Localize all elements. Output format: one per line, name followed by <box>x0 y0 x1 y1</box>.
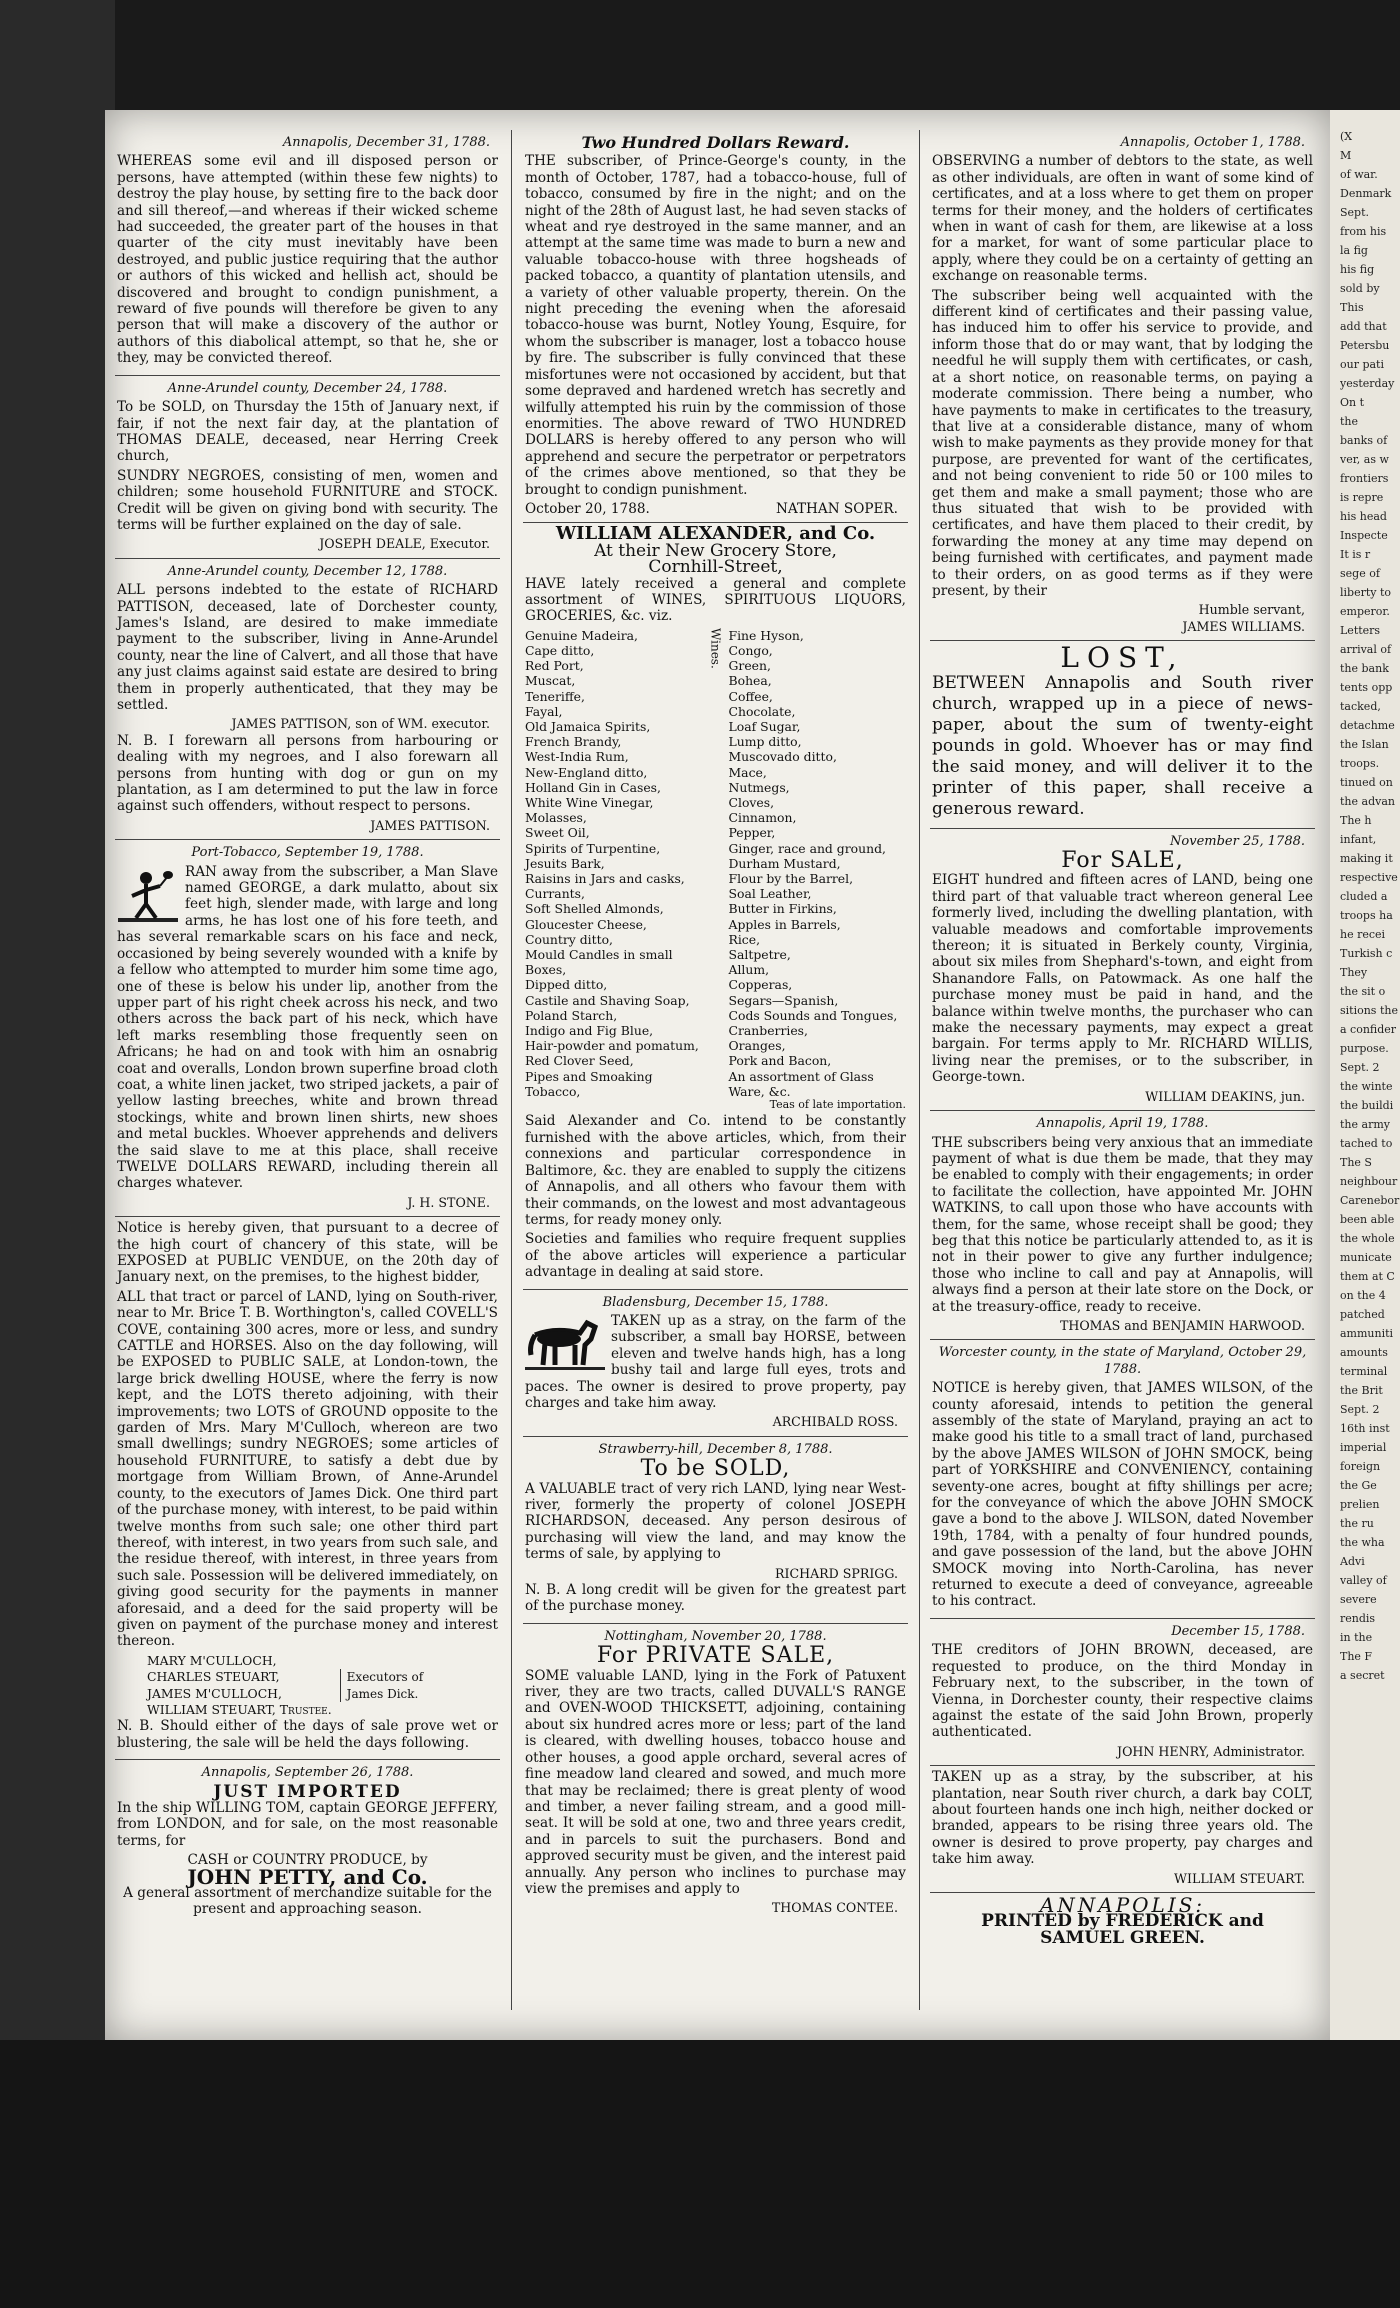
facing-page-fragment: the advan <box>1340 795 1395 808</box>
ad-body: THE subscriber, of Prince-George's county, in the month of October, 1787, had a tobacco-house, full of tobacco, consumed by fire in the night; and on the night of the 28th of August last, he had seven stacks of wheat and rye destroyed in the same manner, and an attempt at the same time was made to burn a new and valuable tobacco-house with three hogsheads of packed tobacco, a quantity of plantation utensils, and a variety of other valuable property, therein. On the night preceding the evening when the aforesaid tobacco-house was burnt, Notley Young, Esquire, for whom the subscriber is manager, lost a tobacco house by fire. The subscriber is fully convinced that these misfortunes were not occasioned by accident, but that some depraved and hardened wretch has secretly and wilfully attempted his ruin by the commission of those enormities. The above reward of TWO HUNDRED DOLLARS is hereby offered to any person who will apprehend and secure the perpetrator or perpetrators of the crimes above mentioned, so that they be brought to condign punishment. <box>525 153 906 498</box>
goods-item: Fine Hyson, <box>728 627 804 643</box>
ad-subtitle: At their New Grocery Store, <box>594 540 837 561</box>
ad-closing: Humble servant, <box>1198 602 1305 618</box>
facing-page-fragment: M <box>1340 149 1352 162</box>
ad-signature: THOMAS CONTEE. <box>771 1900 898 1916</box>
ad-title: JUST IMPORTED <box>213 1781 402 1802</box>
ad-body: Societies and families who require frequent supplies of the above articles will experience a particular advantage in dealing at said store. <box>525 1231 906 1281</box>
facing-page-fragment: 16th inst <box>1340 1422 1390 1435</box>
goods-item: Cranberries, <box>728 1023 808 1039</box>
ad-date: October 20, 1788. <box>525 500 650 517</box>
ad-stray-colt <box>930 1766 1315 1893</box>
ad-signature: RICHARD SPRIGG. <box>775 1565 898 1581</box>
facing-page-fragment: patched <box>1340 1308 1385 1321</box>
goods-item: Mace, <box>728 764 767 780</box>
goods-item: Rice, <box>728 931 761 947</box>
ad-body: EIGHT hundred and fifteen acres of LAND, being one third part of that valuable tract whereon general Lee formerly lived, including the dwelling plantation, with valuable meadows and comfortable improvements thereon; it is situated in Berkely county, Virginia, about six miles from Shephard's-town, and eight from Shanandore Falls, on Patowmack. As one half the purchase money must be paid in hand, and the balance within twelve months, the purchaser who can make the necessary payments, may expect a great bargain. For terms apply to Mr. RICHARD WILLIS, living near the premises, or to the subscriber, in George-town. <box>932 872 1313 1086</box>
facing-page-fragment: This <box>1340 301 1364 314</box>
facing-page-fragment: the wha <box>1340 1536 1385 1549</box>
goods-item: Indigo and Fig Blue, <box>525 1023 654 1039</box>
ad-dateline: Nottingham, November 20, 1788. <box>604 1628 827 1644</box>
facing-page-fragment: neighbour <box>1340 1175 1398 1188</box>
ad-signature: JAMES WILLIAMS. <box>1182 618 1305 634</box>
facing-page-fragment: Petersbu <box>1340 339 1390 352</box>
goods-item: Bohea, <box>728 673 772 689</box>
ad-footer <box>525 501 906 517</box>
goods-item: Green, <box>728 658 771 674</box>
facing-page-fragment: prelien <box>1340 1498 1380 1511</box>
facing-page-fragment: his fig <box>1340 263 1375 276</box>
facing-page-fragment: It is r <box>1340 548 1371 561</box>
goods-item: Copperas, <box>728 977 793 993</box>
facing-page-fragment: rendis <box>1340 1612 1376 1625</box>
facing-page-fragment: la fig <box>1340 244 1368 257</box>
ad-title: Two Hundred Dollars Reward. <box>581 133 850 152</box>
ad-signature: JOHN HENRY, Administrator. <box>1117 1743 1305 1759</box>
facing-page-fragment: tached to <box>1340 1137 1393 1150</box>
ad-body: In the ship WILLING TOM, captain GEORGE JEFFERY, from LONDON, and for sale, on the most reasonable terms, for <box>117 1800 498 1849</box>
goods-item: Soft Shelled Almonds, <box>525 901 664 917</box>
facing-page-fragment: been able <box>1340 1213 1395 1226</box>
ad-deakins-land <box>930 829 1315 1112</box>
goods-item: Sweet Oil, <box>525 825 590 841</box>
facing-page-fragment: Inspecte <box>1340 529 1388 542</box>
ad-signature: JOSEPH DEALE, Executor. <box>319 536 490 552</box>
facing-page-fragment: tinued on <box>1340 776 1393 789</box>
goods-item: Ginger, race and ground, <box>728 840 886 856</box>
executors-note: Executors of James Dick. <box>340 1669 437 1702</box>
ad-runaway-george <box>115 840 500 1217</box>
ad-soper-reward <box>523 130 908 523</box>
ad-wilson-petition <box>930 1340 1315 1619</box>
ad-signature: WILLIAM DEAKINS, jun. <box>1145 1088 1305 1104</box>
ad-body: TAKEN up as a stray, on the farm of the subscriber, a small bay HORSE, between eleven and twelve hands high, has a long bushy tail and large full eyes, trots and paces. The owner is desired to prove property, pay charges and take him away. <box>525 1312 906 1411</box>
goods-item: Red Clover Seed, <box>525 1053 634 1069</box>
column-2 <box>523 130 908 2020</box>
goods-item: Country ditto, <box>525 931 613 947</box>
facing-page-fragment: the bank <box>1340 662 1389 675</box>
column-rule <box>919 130 920 2010</box>
ad-subtitle: Cornhill-Street, <box>648 557 783 578</box>
facing-page-fragment: municate <box>1340 1251 1392 1264</box>
facing-page-fragment: is repre <box>1340 491 1384 504</box>
ad-title: WILLIAM ALEXANDER, and Co. <box>555 523 876 545</box>
executor-name: MARY M'CULLOCH, <box>147 1652 277 1668</box>
ad-dateline: Strawberry-hill, December 8, 1788. <box>598 1441 833 1457</box>
ad-signature: THOMAS and BENJAMIN HARWOOD. <box>1059 1317 1305 1333</box>
ad-cash-line: CASH or COUNTRY PRODUCE, by <box>187 1852 428 1869</box>
imprint-line: PRINTED by FREDERICK and <box>981 1911 1264 1932</box>
goods-item: Chocolate, <box>728 703 796 719</box>
newspaper-page <box>105 110 1330 2040</box>
goods-item: Saltpetre, <box>728 947 791 963</box>
executor-name: CHARLES STEUART, <box>147 1669 280 1685</box>
ad-dateline: Worcester county, in the state of Maryland, October 29, 1788. <box>938 1345 1307 1377</box>
facing-page-fragment: the winte <box>1340 1080 1393 1093</box>
ad-signature: ARCHIBALD ROSS. <box>772 1414 898 1430</box>
facing-page-fragment: Carenebor <box>1340 1194 1400 1207</box>
ad-tail: A general assortment of merchandize suitable for the present and approaching season. <box>123 1885 492 1918</box>
facing-page-fragment: (X <box>1340 130 1353 143</box>
goods-item: Allum, <box>728 962 770 978</box>
teas-label: Teas of late importation. <box>769 1098 906 1112</box>
facing-page-fragment: The S <box>1340 1156 1372 1169</box>
goods-item: Loaf Sugar, <box>728 719 801 734</box>
facing-page-fragment: The h <box>1340 814 1372 827</box>
horse-icon <box>525 1315 605 1373</box>
goods-item: Muscat, <box>525 673 576 689</box>
facing-page-fragment: sold by <box>1340 282 1380 295</box>
executor-name: JAMES M'CULLOCH, <box>147 1685 282 1701</box>
ad-body: TAKEN up as a stray, by the subscriber, at his plantation, near South river church, a dark bay COLT, about fourteen hands one inch high, neither docked or branded, appears to be rising three years old. The owner is desired to prove property, pay charges and take him away. <box>932 1769 1313 1868</box>
facing-page-fragment: troops ha <box>1340 909 1393 922</box>
ad-dateline: Port-Tobacco, September 19, 1788. <box>191 845 424 861</box>
facing-page-fragment: infant, <box>1340 833 1377 846</box>
ad-certificates <box>930 130 1315 641</box>
goods-item: Poland Starch, <box>525 1007 618 1023</box>
imprint-city: ANNAPOLIS: <box>1039 1892 1206 1917</box>
ad-title: For PRIVATE SALE, <box>596 1643 835 1669</box>
goods-item: Currants, <box>525 886 585 902</box>
facing-page-fragment: The F <box>1340 1650 1373 1663</box>
facing-page-fragment: On t <box>1340 396 1365 409</box>
wines-label: Wines. <box>708 627 723 669</box>
ad-title: To be SOLD, <box>640 1456 791 1482</box>
goods-item: Pork and Bacon, <box>728 1053 832 1069</box>
goods-item: Genuine Madeira, <box>525 627 638 643</box>
binding-gutter <box>0 0 115 2308</box>
goods-item: Molasses, <box>525 810 587 826</box>
facing-page-fragment: the whole <box>1340 1232 1395 1245</box>
facing-page-fragment: Advi <box>1340 1555 1365 1568</box>
column-1 <box>115 130 500 2020</box>
facing-page-fragment: his head <box>1340 510 1387 523</box>
facing-page-fragment: amounts <box>1340 1346 1388 1359</box>
ad-signature: JAMES PATTISON, son of WM. executor. <box>231 716 490 732</box>
ad-playhouse-reward <box>115 130 500 376</box>
goods-item: Old Jamaica Spirits, <box>525 719 651 734</box>
ad-dateline: Annapolis, September 26, 1788. <box>201 1765 414 1781</box>
facing-page-fragment: the ru <box>1340 1517 1374 1530</box>
goods-item: Holland Gin in Cases, <box>525 779 661 795</box>
ad-dateline: November 25, 1788. <box>1170 833 1305 849</box>
facing-page-fragment: from his <box>1340 225 1387 238</box>
ad-intro: HAVE lately received a general and complete assortment of WINES, SPIRITUOUS LIQUORS, GROCERIES, &c. viz. <box>525 575 906 625</box>
goods-item: West-India Rum, <box>525 749 629 765</box>
ad-body: THE subscribers being very anxious that an immediate payment of what is due them be made, that they may be enabled to comply with their engagements; in order to facilitate the collection, have appointed Mr. JOHN WATKINS, to call upon those who have accounts with them, for the same, whose receipt shall be good; they beg that this notice be particularly attended to, as it is not in their power to give any further indulgence; those who incline to call and pay at Annapolis, will always find a person at their late store on the Dock, or at the treasury-office, ready to receive. <box>932 1134 1313 1315</box>
facing-page-fragment: Letters <box>1340 624 1381 637</box>
ad-title: For SALE, <box>1061 848 1184 873</box>
goods-item: Dipped ditto, <box>525 977 608 993</box>
goods-right-column <box>729 628 907 1099</box>
ad-john-petty <box>115 1760 500 1924</box>
goods-left-column <box>525 628 703 1099</box>
ad-body: OBSERVING a number of debtors to the state, as well as other individuals, are often in want of some kind of certificates, and at a loss where to get them on proper terms for their money, and the holders of certificates when in want of cash for them, are likewise at a loss for a market, for want of some particular place to apply, where they could be on a certainty of getting an exchange on reasonable terms. <box>932 153 1313 285</box>
goods-item: Butter in Firkins, <box>728 901 837 917</box>
facing-page-fragment: valley of <box>1340 1574 1387 1587</box>
executor-name: WILLIAM STEUART, Trustee. <box>147 1701 332 1717</box>
goods-item: Pipes and Smoaking Tobacco, <box>525 1068 653 1099</box>
ad-body: SOME valuable LAND, lying in the Fork of Patuxent river, they are two tracts, called DUVALL'S RANGE and OVEN-WOOD THICKSETT, adjoining, containing about six hundred acres more or less; part of the land is cleared, with dwelling houses, tobacco house and other houses, a good apple orchard, several acres of fine meadow land cleared and sowed, and much more that may be reclaimed; there is great plenty of wood and timber, a never failing stream, and a good mill-seat. It will be sold at one, two and three years credit, and in parcels to suit the purchasers. Bond and approved security must be given, and the interest paid annually. Any person who inclines to purchase may view the premises and apply to <box>525 1667 906 1897</box>
facing-page-fragment: add that <box>1340 320 1387 333</box>
facing-page-fragment: tacked, <box>1340 700 1381 713</box>
facing-page-fragment: in the <box>1340 1631 1373 1644</box>
ad-public-vendue <box>115 1217 500 1760</box>
ad-harwood-notice <box>930 1111 1315 1340</box>
ad-body: ALL persons indebted to the estate of RICHARD PATTISON, deceased, late of Dorchester county, James's Island, are desired to make immediate payment to the subscriber, living in Anne-Arundel county, near the line of Calvert, and all those that have any just claims against said estate are desired to bring them in properly authenticated, that they may be settled. <box>117 582 498 713</box>
ad-signature: WILLIAM STEUART. <box>1174 1870 1305 1886</box>
executors-block <box>117 1653 498 1719</box>
ad-body: ALL that tract or parcel of LAND, lying on South-river, near to Mr. Brice T. B. Worthington's, called COVELL'S COVE, containing 300 acres, more or less, and sundry CATTLE and HORSES. Also on the day following, will be EXPOSED to PUBLIC SALE, at London-town, the large brick dwelling HOUSE, where the ferry is now kept, and the LOTS thereto adjoining, with their improvements; two LOTS of GROUND opposite to the garden of Mrs. Mary M'Culloch, whereon are two small dwellings; sundry NEGROES; some articles of household FURNITURE, to satisfy a debt due by mortgage from William Brown, of Anne-Arundel county, to the executors of James Dick. One third part of the purchase money, with interest, to be paid within twelve months from such sale; one other third part thereof, with interest, in two years from such sale, and the residue thereof, with interest, in three years from such sale. Possession will be delivered immediately, on giving good security for the payments in manner aforesaid, and a deed for the said property will be given on payment of the purchase money and interest thereon. <box>117 1288 498 1650</box>
goods-item: Muscovado ditto, <box>728 749 837 765</box>
ad-dateline: Annapolis, April 19, 1788. <box>1036 1116 1209 1132</box>
goods-item: Cloves, <box>728 795 775 811</box>
facing-page-fragment: severe <box>1340 1593 1377 1606</box>
ad-dateline: Annapolis, December 31, 1788. <box>282 135 490 150</box>
goods-item: Teneriffe, <box>525 688 585 704</box>
facing-page-fragment: the army <box>1340 1118 1390 1131</box>
facing-page-fragment: making it <box>1340 852 1393 865</box>
printer-imprint <box>930 1893 1315 1950</box>
ad-body: NOTICE is hereby given, that JAMES WILSON, of the county aforesaid, intends to petition the general assembly of the state of Maryland, praying an act to make good his title to a small tract of land, purchased by the above JAMES WILSON of JOHN SMOCK, being part of YORKSHIRE and CONVENIENCY, containing seventy-one acres, bought at fifty shillings per acre; for the conveyance of which the above JOHN SMOCK gave a bond to the above J. WILSON, dated November 19th, 1784, with a penalty of four hundred pounds, and gave possession of the land, but the above JOHN SMOCK moving into North-Carolina, has never returned to execute a deed of conveyance, agreeable to his contract. <box>932 1380 1313 1610</box>
goods-item: Cods Sounds and Tongues, <box>728 1007 898 1023</box>
ad-body: WHEREAS some evil and ill disposed person or persons, have attempted (within these few nights) to destroy the play house, by setting fire to the back door and sill thereof,—and whereas if their wicked scheme had succeeded, the greater part of the houses in that quarter of the city must inevitably have been destroyed, and public justice requiring that the author or authors of this wicked and hellish act, should be discovered and brought to condign punishment, a reward of five pounds will therefore be given to any person that will make a discovery of the author or authors of this diabolical attempt, so that he, she or they, may be convicted thereof. <box>117 153 498 367</box>
facing-page-fragment: Sept. 2 <box>1340 1061 1380 1074</box>
goods-item: Mould Candles in small Boxes, <box>525 947 673 978</box>
goods-item: Castile and Shaving Soap, <box>525 992 690 1008</box>
goods-item: Spirits of Turpentine, <box>525 840 661 856</box>
facing-page-fragment: frontiers <box>1340 472 1389 485</box>
column-rule <box>511 130 512 2010</box>
goods-item: An assortment of Glass Ware, &c. <box>728 1068 874 1099</box>
ad-signature: NATHAN SOPER. <box>775 500 898 517</box>
facing-page-fragment: them at C <box>1340 1270 1395 1283</box>
facing-page-fragment: ammuniti <box>1340 1327 1394 1340</box>
goods-item: Hair-powder and pomatum, <box>525 1038 699 1054</box>
facing-page-fragment: yesterday <box>1340 377 1395 390</box>
facing-page-fragment: on the 4 <box>1340 1289 1386 1302</box>
facing-page-fragment: banks of <box>1340 434 1388 447</box>
runaway-figure-icon <box>117 866 179 926</box>
ad-title: LOST, <box>1060 641 1185 675</box>
ad-signature: JAMES PATTISON. <box>370 817 490 833</box>
facing-page-fragment: troops. <box>1340 757 1380 770</box>
ad-brown-creditors <box>930 1619 1315 1766</box>
facing-page-fragment: of war. <box>1340 168 1378 181</box>
facing-page-fragment: foreign <box>1340 1460 1381 1473</box>
ad-lead: To be SOLD, on Thursday the 15th of January next, if fair, if not the next fair day, at the plantation of THOMAS DEALE, deceased, near Herring Creek church, <box>117 399 498 465</box>
facing-page-fragment: They <box>1340 966 1368 979</box>
facing-page-fragment: the buildi <box>1340 1099 1394 1112</box>
ad-notice: Notice is hereby given, that pursuant to a decree of the high court of chancery of this state, will be EXPOSED at PUBLIC VENDUE, on the 20th day of January next, on the premises, to the highest bidder, <box>117 1220 498 1286</box>
facing-page-fragment: ver, as w <box>1340 453 1389 466</box>
facing-page-fragment: Sept. 2 <box>1340 1403 1380 1416</box>
scanner-background <box>0 2040 1400 2308</box>
ad-stray-horse <box>523 1290 908 1437</box>
column-3 <box>930 130 1315 2020</box>
ad-body: Said Alexander and Co. intend to be constantly furnished with the above articles, which, from their connexions and particular correspondence in Baltimore, &c. they are enabled to supply the citizens of Annapolis, and all others who favour them with their commands, on the lowest and most advantageous terms, for ready money only. <box>525 1113 906 1228</box>
ad-body: RAN away from the subscriber, a Man Slave named GEORGE, a dark mulatto, about six feet high, slender made, with large and long arms, he has lost one of his fore teeth, and has several remarkable scars on his face and neck, occasioned by being severely wounded with a knife by a fellow who attempted to murder him some time ago, one of these is below his under lip, another from the upper part of his right cheek across his neck, and two others across the back part of his neck, which have left marks resembling those frequently seen on Africans; he had on and took with him an osnabrig coat and overalls, London brown superfine broad cloth coat, a white linen jacket, two striped jackets, a pair of yellow lasting breeches, white and brown thread stockings, white and brown linen shirts, new shoes and metal buckles. Whoever apprehends and delivers the said slave to me at this place, shall receive TWELVE DOLLARS REWARD, including therein all charges whatever. <box>117 863 498 1192</box>
ad-body: BETWEEN Annapolis and South river church, wrapped up in a piece of news-paper, about the sum of twenty-eight pounds in gold. Whoever has or may find the said money, and will deliver it to the printer of this paper, shall receive a generous reward. <box>932 672 1313 819</box>
facing-page-text <box>1340 130 1400 2010</box>
ad-signature: J. H. STONE. <box>407 1194 490 1210</box>
ad-body: A VALUABLE tract of very rich LAND, lying near West-river, formerly the property of colonel JOSEPH RICHARDSON, deceased. Any person desirous of purchasing will view the land, and may know the terms of sale, by applying to <box>525 1480 906 1563</box>
facing-page-fragment: the <box>1340 415 1359 428</box>
ad-dateline: Annapolis, October 1, 1788. <box>1120 135 1305 150</box>
goods-list <box>525 628 906 1099</box>
facing-page-fragment: Denmark <box>1340 187 1392 200</box>
facing-page-fragment: tents opp <box>1340 681 1393 694</box>
ad-deale-sale <box>115 376 500 559</box>
ad-dateline: December 15, 1788. <box>1171 1623 1305 1639</box>
goods-item: Lump ditto, <box>728 734 802 750</box>
facing-page-fragment: purpose. <box>1340 1042 1389 1055</box>
facing-page-fragment: the Islan <box>1340 738 1389 751</box>
goods-item: Oranges, <box>728 1038 786 1054</box>
facing-page-fragment: arrival of <box>1340 643 1392 656</box>
goods-item: Cinnamon, <box>728 810 797 826</box>
executors-list <box>147 1653 332 1719</box>
goods-item: Segars—Spanish, <box>728 992 839 1008</box>
ad-nb: N. B. Should either of the days of sale prove wet or blustering, the sale will be held the days following. <box>117 1718 498 1751</box>
goods-item: Jesuits Bark, <box>525 855 605 871</box>
goods-item: Gloucester Cheese, <box>525 916 647 932</box>
ad-lost-money <box>930 641 1315 828</box>
goods-item: Pepper, <box>728 825 776 841</box>
facing-page-fragment: Sept. <box>1340 206 1370 219</box>
facing-page-fragment: a secret <box>1340 1669 1385 1682</box>
goods-item: White Wine Vinegar, <box>525 795 654 811</box>
goods-item: French Brandy, <box>525 734 622 750</box>
facing-page-fragment: the Ge <box>1340 1479 1377 1492</box>
facing-page-fragment: the sit o <box>1340 985 1386 998</box>
facing-page-fragment: terminal <box>1340 1365 1388 1378</box>
ad-body: The subscriber being well acquainted with the different kind of certificates and their passing value, has induced him to offer his service to provide, and inform those that do or may want, that by lodging the needful he will supply them with certificates, or cash, at a short notice, on reasonable terms, on paying a moderate commission. There being a number, who have payments to make in certificates to the treasury, that live at a considerable distance, many of whom wish to make payments as they provide money for that purpose, are prevented for want of the certificates, and not being convenient to ride 50 or 100 miles to get them and make a small payment; those who are thus situated that wish to be provided with certificates, and have them placed to their credit, by forwarding the money at any time may depend on being furnished with certificates, and payment made to their orders, on as good terms as if they were present, by their <box>932 287 1313 599</box>
goods-item: Cape ditto, <box>525 642 595 658</box>
goods-item: Soal Leather, <box>728 886 812 902</box>
goods-item: Flour by the Barrel, <box>728 871 854 887</box>
facing-page-fragment: sege of <box>1340 567 1380 580</box>
facing-page-fragment: respective <box>1340 871 1398 884</box>
goods-item: Fayal, <box>525 703 563 719</box>
facing-page-fragment: cluded a <box>1340 890 1388 903</box>
goods-item: Coffee, <box>728 688 773 704</box>
ad-nb: N. B. A long credit will be given for the greatest part of the purchase money. <box>525 1582 906 1615</box>
goods-item: New-England ditto, <box>525 764 648 780</box>
goods-item: Congo, <box>728 642 773 658</box>
goods-item: Raisins in Jars and casks, <box>525 871 685 887</box>
ad-dateline: Anne-Arundel county, December 24, 1788. <box>167 380 448 396</box>
facing-page-fragment: the Brit <box>1340 1384 1383 1397</box>
facing-page-fragment: Turkish c <box>1340 947 1393 960</box>
ad-firm-name: JOHN PETTY, and Co. <box>187 1864 428 1889</box>
facing-page-fragment: sitions the <box>1340 1004 1398 1017</box>
facing-page-fragment: detachme <box>1340 719 1395 732</box>
ad-contee-land <box>523 1624 908 1920</box>
ad-body: SUNDRY NEGROES, consisting of men, women and children; some household FURNITURE and STOCK. Credit will be given on giving bond with security. The terms will be further explained on the day of sale. <box>117 467 498 533</box>
facing-page-fragment: imperial <box>1340 1441 1387 1454</box>
imprint-line: SAMUEL GREEN. <box>1040 1927 1205 1948</box>
ad-alexander-grocery <box>523 523 908 1289</box>
goods-item: Apples in Barrels, <box>728 916 841 932</box>
ad-sprigg-land <box>523 1437 908 1624</box>
goods-item: Red Port, <box>525 658 584 674</box>
facing-page-fragment: emperor. <box>1340 605 1390 618</box>
ad-dateline: Anne-Arundel county, December 12, 1788. <box>167 563 448 579</box>
facing-page-fragment: liberty to <box>1340 586 1392 599</box>
ad-body: THE creditors of JOHN BROWN, deceased, are requested to produce, on the third Monday in February next, to the subscriber, in the town of Vienna, in Dorchester county, their respective claims against the estate of the said John Brown, properly authenticated. <box>932 1642 1313 1741</box>
facing-page-fragment: our pati <box>1340 358 1384 371</box>
ad-pattison-estate <box>115 559 500 841</box>
ad-dateline: Bladensburg, December 15, 1788. <box>602 1294 829 1310</box>
facing-page-fragment: he recei <box>1340 928 1386 941</box>
ad-nb: N. B. I forewarn all persons from harbouring or dealing with my negroes, and I also forewarn all persons from hunting with dog or gun on my plantation, as I am determined to put the law in force against such offenders, without respect to persons. <box>117 732 498 815</box>
facing-page-fragment: a confider <box>1340 1023 1397 1036</box>
goods-item: Durham Mustard, <box>728 855 841 871</box>
goods-item: Nutmegs, <box>728 779 790 795</box>
